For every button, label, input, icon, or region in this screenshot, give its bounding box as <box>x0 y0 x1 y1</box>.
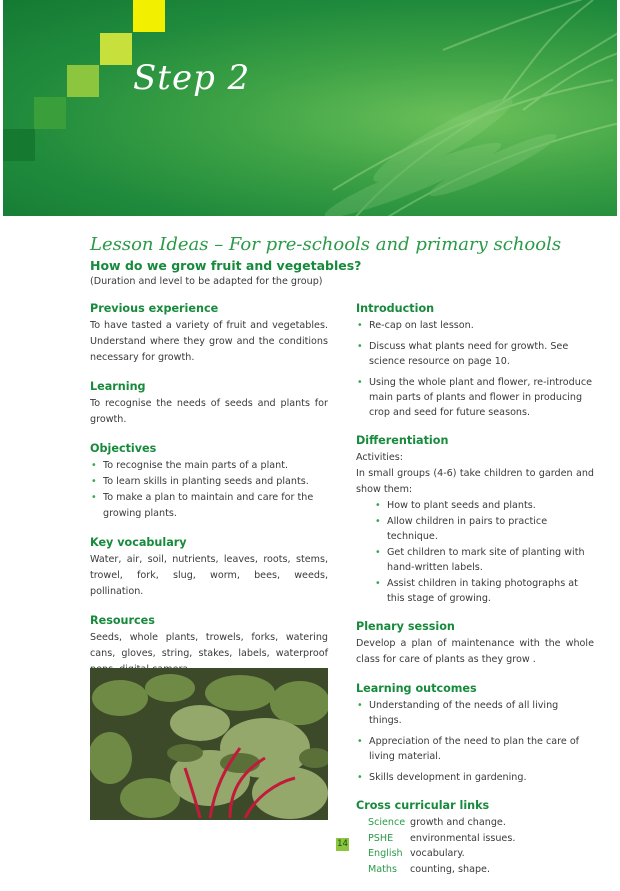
section-heading: Resources <box>90 614 155 627</box>
section-text: To have tasted a variety of fruit and vegetables. Understand where they grow and the conditions necessary for growth. <box>90 320 328 363</box>
section-heading: Cross curricular links <box>356 799 490 812</box>
list-item: • Get children to mark site of planting with hand-written labels. <box>374 545 594 575</box>
differentiation-section <box>356 434 594 606</box>
garden-photo <box>90 668 328 820</box>
list-item: • Assist children in taking photographs at this stage of growing. <box>374 576 594 606</box>
list-item: • Skills development in gardening. <box>356 770 594 785</box>
activities-label: Activities: <box>356 452 403 463</box>
lesson-ideas-heading: Lesson Ideas – For pre-schools and primary schools <box>90 234 562 255</box>
introduction-section <box>356 302 594 420</box>
subject-name: English <box>368 848 403 859</box>
previous-experience-section <box>90 302 328 366</box>
section-heading: Objectives <box>90 442 157 455</box>
section-heading: Learning <box>90 380 146 393</box>
left-column <box>90 302 328 692</box>
right-column <box>356 302 594 891</box>
subject-text: counting, shape. <box>410 863 491 875</box>
plenary-section <box>356 620 594 668</box>
learning-outcomes-section <box>356 682 594 785</box>
list-item: • How to plant seeds and plants. <box>374 498 594 513</box>
deco-square <box>34 97 66 129</box>
section-text: Water, air, soil, nutrients, leaves, roots, stems, trowel, fork, slug, worm, bees, weeds, pollination. <box>90 554 328 597</box>
subject-text: growth and change. <box>410 817 506 828</box>
cross-curricular-section <box>356 799 594 877</box>
section-text: In small groups (4-6) take children to garden and show them: <box>356 468 594 495</box>
step-title: Step 2 <box>133 58 251 98</box>
subject-name: Science <box>368 817 406 828</box>
table-row <box>368 846 515 862</box>
table-row <box>368 862 515 878</box>
deco-square <box>133 0 165 32</box>
page-subtitle: How do we grow fruit and vegetables? <box>90 258 362 273</box>
subject-text: environmental issues. <box>410 832 516 844</box>
subject-name: PSHE <box>368 832 394 844</box>
subject-name: Maths <box>368 863 397 875</box>
section-heading: Previous experience <box>90 302 219 315</box>
header-banner <box>3 0 617 216</box>
deco-square <box>100 33 132 65</box>
list-item: • Using the whole plant and flower, re-introduce main parts of plants and flower in producing crop and seed for future seasons. <box>356 375 594 420</box>
section-text: Seeds, whole plants, trowels, forks, watering cans, gloves, string, stakes, labels, waterproof <box>90 632 328 659</box>
list-item: • To make a plan to maintain and care for the growing plants. <box>90 490 328 522</box>
list-item: • To recognise the main parts of a plant. <box>90 458 328 474</box>
deco-square <box>67 65 99 97</box>
vegetables-illustration <box>293 0 617 216</box>
list-item: • To learn skills in planting seeds and plants. <box>90 474 328 490</box>
page-number: 14 <box>337 839 348 849</box>
objectives-section <box>90 442 328 522</box>
subject-text: vocabulary. <box>410 848 465 859</box>
list-item: • Understanding of the needs of all living things. <box>356 698 594 728</box>
table-row <box>368 815 515 831</box>
section-heading: Plenary session <box>356 620 455 633</box>
learning-section <box>90 380 328 428</box>
section-text: To recognise the needs of seeds and plants for growth. <box>90 398 328 425</box>
section-heading: Learning outcomes <box>356 682 477 695</box>
key-vocabulary-section <box>90 536 328 600</box>
deco-square <box>3 129 35 161</box>
list-item: • Appreciation of the need to plan the care of living material. <box>356 734 594 764</box>
section-heading: Key vocabulary <box>90 536 187 549</box>
section-text: Develop a plan of maintenance with the whole class for care of plants as they grow . <box>356 638 594 665</box>
list-item: • Discuss what plants need for growth. See science resource on page 10. <box>356 339 594 369</box>
section-heading: Introduction <box>356 302 435 315</box>
table-row <box>368 831 515 847</box>
list-item: • Allow children in pairs to practice technique. <box>374 514 594 544</box>
duration-note: (Duration and level to be adapted for the group) <box>90 276 323 287</box>
cross-curricular-table <box>368 815 515 877</box>
section-heading: Differentiation <box>356 434 449 447</box>
list-item: • Re-cap on last lesson. <box>356 318 594 333</box>
